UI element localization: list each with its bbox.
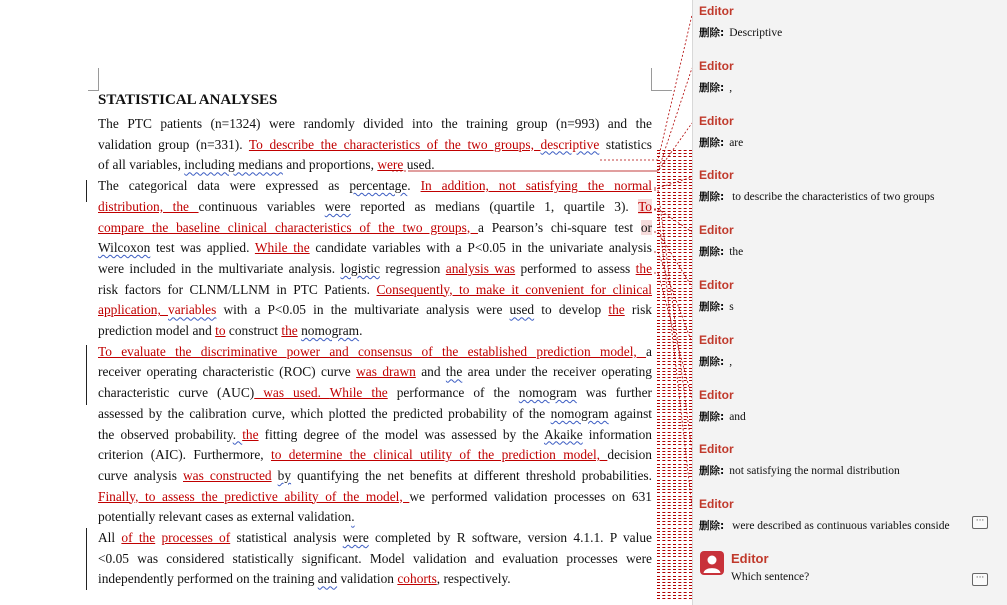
markup-line [657,387,692,389]
markup-line [657,380,692,382]
markup-line [657,156,692,158]
markup-line [657,435,692,437]
markup-line [657,300,692,302]
text-run: the observed probability [98,426,233,442]
markup-line [657,572,692,574]
deleted-text: the [729,246,744,259]
text-run: to develop [534,302,609,318]
text-run: All [98,530,122,545]
text-run: potentially relevant cases as external validation [98,509,352,525]
tracked-insertion: to assess the predictive ability of the model, [145,488,410,504]
tracked-insertion: the [242,426,259,442]
markup-line [657,483,692,485]
text-run: assessed by the calibration curve, which plotted the predicted probability of the [98,405,551,421]
markup-line [657,403,692,405]
text-run: completed by R software, version 4.1.1. P value [368,530,652,545]
tracked-insertion: to [215,323,226,338]
tracked-insertion: To evaluate the discriminative power and consensus of the established prediction model, [98,343,647,359]
markup-line [657,409,692,411]
markup-line [657,416,692,418]
text-run: , [177,157,185,173]
deleted-text: are [729,136,744,149]
tracked-insertion: processes of [161,530,231,545]
text-run: test was applied. [150,240,255,256]
markup-line [657,259,692,261]
markup-line [657,547,692,549]
deletion-label: 删除: [699,246,725,259]
text-run: used. [403,157,435,173]
text-run: curve analysis [98,467,183,483]
markup-line [657,473,692,475]
markup-line [657,230,692,232]
markup-line [657,457,692,459]
markup-line [657,204,692,206]
markup-line [657,566,692,568]
markup-line [657,192,692,194]
tracked-insertion: to determine the clinical utility of the prediction model, [270,447,608,463]
deletion-label: 删除: [699,355,725,368]
tracked-insertion: distribution, the [98,198,199,214]
markup-line [657,163,692,165]
markup-line [657,268,692,270]
tracked-insertion: was used. [254,385,330,401]
deletion-label: 删除: [699,136,725,149]
markup-line [657,281,692,283]
markup-line [657,467,692,469]
comment-text: Which sentence? [731,571,810,583]
markup-line [657,528,692,530]
text-run: a Pearson’s chi-square test [477,219,641,235]
more-options-icon[interactable]: ··· [972,516,988,529]
markup-line [657,579,692,581]
text-run: and [415,364,446,380]
markup-line [657,486,692,488]
text-run: continuous variables [198,198,325,214]
markup-line [657,342,692,344]
markup-line [657,332,692,334]
markup-line [657,556,692,558]
markup-line [657,576,692,578]
text-run: fitting degree of the model was assessed by the [258,426,545,442]
tracked-insertion: While the [254,240,310,256]
deleted-text: , [729,81,733,94]
markup-line [657,198,692,200]
comments-pane[interactable] [692,0,1007,605]
markup-line [657,275,692,277]
text-run: with a P<0.05 in the multivariate analysis were [216,302,510,318]
tracked-insertion: the [635,260,653,276]
text-run: we performed validation processes on 631 [409,488,652,504]
markup-line [657,179,692,181]
markup-line [657,256,692,258]
balloon-author: Editor [699,58,734,73]
markup-line [657,227,692,229]
tracked-insertion: was drawn [356,364,416,380]
markup-line [657,240,692,242]
markup-line [657,214,692,216]
markup-line [657,176,692,178]
text-run: a [646,343,652,359]
balloon-author: Editor [699,278,734,292]
markup-line [657,374,692,376]
markup-line [657,284,692,286]
deletion-row [699,299,734,314]
text-run: were [324,198,351,214]
markup-line [657,438,692,440]
markup-line [657,508,692,510]
markup-line [657,224,692,226]
markup-line [657,288,692,290]
balloon-author: Editor [699,497,734,512]
balloon-author: Editor [699,168,734,183]
markup-line [657,208,692,210]
markup-line [657,496,692,498]
text-run: . [351,509,355,525]
text-run: validation group (n=331). [98,136,249,152]
markup-line [657,211,692,213]
markup-line [657,217,692,219]
markup-line [657,470,692,472]
tracked-insertion: were [377,157,404,173]
markup-line [657,291,692,293]
markup-line [657,384,692,386]
text-run: quantifying the net benefits at different threshold probabilities. [291,467,652,483]
balloon-author: Editor [699,442,734,457]
tracked-insertion: application, [98,302,168,318]
markup-line [657,310,692,312]
markup-line [657,352,692,354]
markup-line [657,195,692,197]
balloon-author: Editor [699,387,734,402]
markup-line [657,544,692,546]
text-run: were included in the multivariate analysis. [98,260,341,276]
deletion-label: 删除: [699,520,725,533]
text-run: regression [379,260,446,276]
tracked-insertion: variables [168,302,217,318]
markup-line [657,252,692,254]
deletion-row [699,409,746,424]
markup-line [657,182,692,184]
markup-line [657,560,692,562]
markup-line [657,246,692,248]
markup-line [657,243,692,245]
text-run: . [407,178,421,194]
text-run: by [277,467,292,483]
balloon-author: Editor [699,332,734,347]
text-run: Akaike [544,426,583,442]
markup-line [657,393,692,395]
text-run: used [509,302,535,318]
markup-line [657,345,692,347]
markup-line [657,313,692,315]
deletion-label: 删除: [699,301,725,313]
text-run: and [317,571,338,587]
markup-line [657,464,692,466]
markup-line [657,368,692,370]
text-run: the [445,364,463,380]
markup-line [657,521,692,523]
deletion-label: 删除: [699,465,725,478]
text-run: , respectively. [436,571,511,587]
comment-author: Editor [731,551,769,566]
deletion-label: 删除: [699,27,725,39]
markup-line [657,518,692,520]
markup-line [657,233,692,235]
text-run: criterion (AIC). Furthermore, [98,447,271,463]
markup-line [657,480,692,482]
deletion-row [699,25,782,40]
markup-line [657,537,692,539]
deletion-row [699,354,732,369]
markup-line [657,348,692,350]
text-run: decision [607,447,652,463]
markup-line [657,153,692,155]
markup-line [657,377,692,379]
markup-line [657,361,692,363]
connector-line [392,123,692,171]
markup-line [657,220,692,222]
text-run: . [359,323,363,338]
tracked-insertion: the [608,302,625,318]
user-icon [700,551,724,575]
markup-line [657,339,692,341]
markup-line [657,512,692,514]
markup-line [657,249,692,251]
markup-line [657,531,692,533]
tracked-insertion: While the [329,385,388,401]
markup-line [657,150,692,152]
deleted-text: were described as continuous variables conside [729,520,950,533]
tracked-insertion: analysis was [445,260,516,276]
markup-line [657,563,692,565]
markup-line [657,358,692,360]
markup-line [657,185,692,187]
deleted-text: , [729,355,733,368]
text-run: prediction model and [98,323,216,338]
connector-line [410,68,692,171]
tracked-insertion: of the [121,530,156,545]
markup-line [657,550,692,552]
text-run: logistic [340,260,380,276]
text-run: was further [576,385,652,401]
text-run: percentage [349,178,408,194]
tracked-insertion: the [281,323,298,338]
more-options-icon[interactable]: ··· [972,573,988,586]
markup-line [657,278,692,280]
text-run: independently performed on the training [98,571,318,587]
text-run: and proportions, [282,157,378,173]
balloon-author: Editor [699,223,734,238]
markup-line [657,201,692,203]
text-run: candidate variables with a P<0.05 in the univariate analysis [309,240,652,256]
text-run: of all variables [98,157,178,173]
avatar [700,551,724,575]
tracked-insertion: To [638,198,653,214]
text-run: The categorical data were expressed as [98,178,350,194]
markup-line [657,320,692,322]
deleted-text: Descriptive [729,27,783,39]
markup-line [657,524,692,526]
markup-line [657,316,692,318]
markup-line [657,307,692,309]
markup-line [657,515,692,517]
text-run: nomogram [550,405,609,421]
deletion-row [699,135,743,150]
markup-line [657,432,692,434]
deletion-row [699,189,935,204]
text-run: information [582,426,652,442]
markup-line [657,451,692,453]
markup-line [657,505,692,507]
markup-line [657,396,692,398]
markup-line [657,428,692,430]
markup-line [657,412,692,414]
text-run: performance of the [387,385,519,401]
markup-line [657,166,692,168]
markup-line [657,448,692,450]
tracked-insertion: To describe the characteristics of the two groups, [248,136,541,152]
markup-line [657,262,692,264]
markup-line [657,425,692,427]
balloon-author: Editor [699,4,734,18]
deletion-row [699,80,732,95]
markup-line [657,540,692,542]
text-run: including medians [184,157,283,173]
deletion-row [699,518,964,533]
text-run: receiver operating characteristic (ROC) curve [98,364,357,380]
markup-line [657,188,692,190]
markup-line [657,297,692,299]
markup-line [657,492,692,494]
text-run: area under the receiver operating [462,364,653,380]
markup-line [657,534,692,536]
deletion-row [699,244,743,259]
markup-line [657,304,692,306]
text-run: or [640,219,652,235]
markup-line [657,326,692,328]
markup-line [657,582,692,584]
markup-line [657,595,692,597]
markup-line [657,476,692,478]
text-run: <0.05 was considered statistically significant. Model validation and evaluation processes were [98,550,652,566]
markup-line [657,323,692,325]
markup-line [657,355,692,357]
markup-line [657,502,692,504]
text-run: Wilcoxon [98,240,151,256]
deleted-text: and [729,410,746,423]
markup-line [657,460,692,462]
tracked-insertion: descriptive [540,136,600,152]
deleted-text: to describe the characteristics of two groups [729,191,935,204]
balloon-author: Editor [699,113,734,128]
tracked-insertion: was constructed [183,467,272,483]
text-run: against [608,405,653,421]
markup-line [657,454,692,456]
text-run: risk factors for CLNM/LLNM in PTC Patients. [98,281,377,297]
deleted-text: s [729,301,734,313]
markup-line [657,406,692,408]
markup-line [657,499,692,501]
markup-line [657,172,692,174]
text-run: characteristic curve (AUC) [98,385,255,401]
text-run: reported as medians (quartile 1, quartile 3). [350,198,639,214]
markup-line [657,236,692,238]
deletion-label: 删除: [699,191,725,204]
markup-line [657,598,692,600]
text-run: performed to assess [515,260,636,276]
text-run: were [342,530,369,545]
markup-line [657,160,692,162]
text-run: . [232,426,243,442]
tracked-insertion: Consequently, to make it convenient for clinical [376,281,653,297]
markup-line [657,400,692,402]
markup-line [657,588,692,590]
markup-line [657,419,692,421]
text-run: construct [225,323,282,338]
markup-line [657,422,692,424]
markup-line [657,169,692,171]
tracked-insertion: compare the baseline clinical characteristics of the two groups, [98,219,478,235]
markup-line [657,441,692,443]
markup-line [657,364,692,366]
markup-line [657,489,692,491]
text-run: risk [624,302,652,318]
markup-line [657,585,692,587]
text-run: The PTC patients (n=1324) were randomly divided into the training group (n=993) and the [98,116,652,131]
section-heading: STATISTICAL ANALYSES [98,92,278,108]
markup-line [657,444,692,446]
markup-line [657,272,692,274]
text-run: statistics [599,136,652,152]
markup-line [657,390,692,392]
text-run: statistical analysis [230,530,343,545]
deletion-row [699,463,900,478]
markup-line [657,371,692,373]
text-run: validation [337,571,398,587]
markup-line [657,329,692,331]
tracked-insertion: Finally, [98,488,146,504]
markup-line [657,336,692,338]
deletion-label: 删除: [699,81,725,94]
markup-line [657,592,692,594]
markup-line [657,553,692,555]
tracked-insertion: In addition, not satisfying the normal [420,178,652,194]
markup-line [657,265,692,267]
text-run: nomogram [301,323,360,338]
deleted-text: not satisfying the normal distribution [729,465,900,478]
markup-line [657,569,692,571]
text-run: nomogram [518,385,577,401]
tracked-insertion: cohorts [397,571,437,587]
markup-strip [657,0,692,605]
markup-line [657,294,692,296]
deletion-label: 删除: [699,410,725,423]
